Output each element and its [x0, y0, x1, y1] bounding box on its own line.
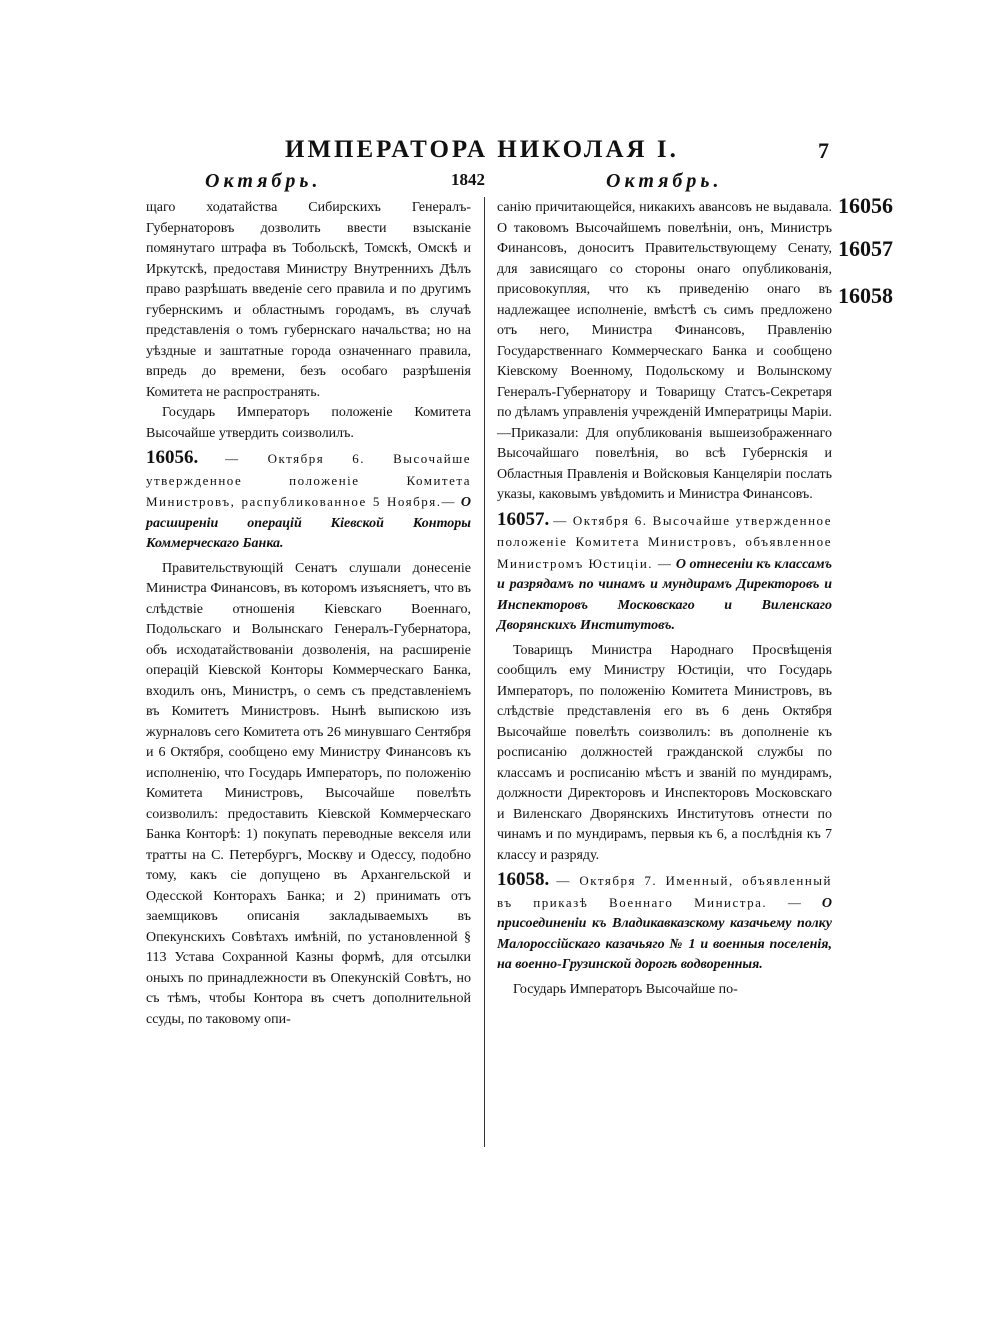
running-head: [0, 136, 1000, 176]
entry-16056-heading: — Октября 6. Высочайше утвержденное положеніе Комитета Министровъ, распубликованное 5 Ноября.—: [146, 451, 471, 509]
entry-16056-number: 16056.: [146, 447, 199, 468]
left-paragraph-3: Правительствующій Сенатъ слушали донесеніе Министра Финансовъ, въ которомъ изъясняетъ, что въ слѣдствіе отношенія Кіевскаго Военнаго, Подольскаго и Волынскаго Генералъ-Губернатора, объ исходатайствованіи дозволенія, на расширеніе операцій Кіевской Конторы Коммерческаго Банка, входилъ онъ, Министръ, о семъ съ представленіемъ въ Комитетъ Министровъ. Нынѣ выпискою изъ журналовъ сего Комитета отъ 26 минувшаго Сентября и 6 Октября, сообщено ему Министру Финансовъ къ исполненію, что Государь Императоръ, по положенію Комитета Министровъ, Высочайше повелѣть соизволилъ: предоставить Кіевской Коммерческаго Банка Конторѣ: 1) покупать переводные векселя или тратты на С. Петербургъ, Москву и Одессу, подобно тому, какъ сіе допущено въ Архангельской и Одесской Конторахъ Банка; и 2) принимать отъ заемщиковъ описанія закладываемыхъ въ Опекунскихъ Совѣтахъ имѣній, по установленной § 113 Устава Сохранной Казны формѣ, для отсылки оныхъ по принадлежности въ Опекунскій Совѣтъ, но съ тѣмъ, чтобы Контора въ счетъ дополнительной ссуды, по таковому опи-: [146, 560, 471, 1027]
year: 1842: [451, 170, 485, 189]
entry-16058-title: О присоединеніи къ Владикавказскому казачьему полку Малороссійскаго казачьяго № 1 и военныя поселенія, на военно-Грузинской дорогѣ водворенныя.: [497, 895, 832, 972]
right-paragraph-3: Государь Императоръ Высочайше по-: [513, 981, 738, 997]
running-title: ИМПЕРАТОРА НИКОЛАЯ I.: [285, 136, 679, 163]
left-paragraph-1: щаго ходатайства Сибирскихъ Генералъ-Губернаторовъ дозволить ввести взысканіе помянутаго штрафа въ Тобольскѣ, Томскѣ, Омскѣ и Иркутскѣ, предоставя Министру Внутреннихъ Дѣлъ право разрѣшать введеніе сего правила и по другимъ губернскимъ и областнымъ городамъ, въ случаѣ представленія о томъ губернскаго начальства; но на уѣздные и заштатные города означеннаго правила, впредь до времени, безъ особаго разрѣшенія Комитета не распространять.: [146, 200, 471, 400]
left-column: [146, 198, 471, 1030]
entry-16057-title: О отнесеніи къ классамъ и разрядамъ по чинамъ и мундирамъ Директоровъ и Инспекторовъ Московскаго и Виленскаго Дворянскихъ Институтовъ.: [497, 556, 833, 633]
month-right: Октябрь.: [606, 170, 723, 192]
right-paragraph-1: санію причитающейся, никакихъ авансовъ не выдавала. О таковомъ Высочайшемъ повелѣніи, онъ, Министръ Финансовъ, доноситъ Правительствующему Сенату, для зависящаго со стороны онаго опубликованія, присовокупляя, что къ приведенію онаго въ надлежащее исполненіе, вмѣстѣ съ симъ предложено отъ него, Министра Финансовъ, Правленію Государственнаго Коммерческаго Банка и сообщено Кіевскому Военному, Подольскому и Волынскому Генералъ-Губернатору и Товарищу Статсъ-Секретаря по дѣламъ управленія учрежденій Императрицы Маріи.—Приказали: Для опубликованія вышеизображеннаго Высочайшаго повелѣнія, во всѣ Губернскія и Областныя Правленія и Войсковыя Канцеляріи послать указы, каковымъ увѣдомить и Министра Финансовъ.: [497, 200, 832, 502]
month-left: Октябрь.: [205, 170, 322, 192]
entry-16057-heading: — Октября 6. Высочайше утвержденное положеніе Комитета Министровъ, объявленное Министромъ Юстиціи. —: [497, 512, 832, 571]
margin-number-16057: 16057: [838, 236, 893, 261]
entry-16058-number: 16058.: [497, 869, 550, 890]
column-divider: [484, 197, 485, 1147]
entry-16057: [497, 510, 832, 637]
entry-16057-number: 16057.: [497, 508, 550, 530]
entry-16056: [146, 448, 471, 555]
entry-16058-heading: — Октября 7. Именный, объявленный въ приказѣ Военнаго Министра. —: [497, 873, 832, 910]
entry-16056-title: О расширеніи операцій Кіевской Конторы Коммерческаго Банка.: [146, 495, 472, 551]
margin-number-16058: 16058: [838, 283, 893, 308]
right-column: [497, 198, 832, 1000]
page-number: 7: [818, 138, 829, 163]
entry-16058: [497, 870, 832, 976]
margin-number-16056: 16056: [838, 193, 893, 218]
left-paragraph-2: Государь Императоръ положеніе Комитета Высочайше утвердить соизволилъ.: [146, 405, 471, 441]
right-paragraph-2: Товарищъ Министра Народнаго Просвѣщенія сообщилъ ему Министру Юстиціи, что Государь Императоръ, по положенію Комитета Министровъ, въ слѣдствіе представленія его въ 6 день Октября Высочайше повелѣть соизволилъ: въ дополненіе къ росписанію должностей гражданской службы по классамъ и росписанію мѣстъ и званій по мундирамъ, должности Директоровъ и Инспекторовъ Московскаго и Виленскаго Дворянскихъ Институтовъ отнести по чинамъ и по мундирамъ, первыя къ 6, а послѣднія къ 7 классу и разряду.: [497, 642, 832, 863]
